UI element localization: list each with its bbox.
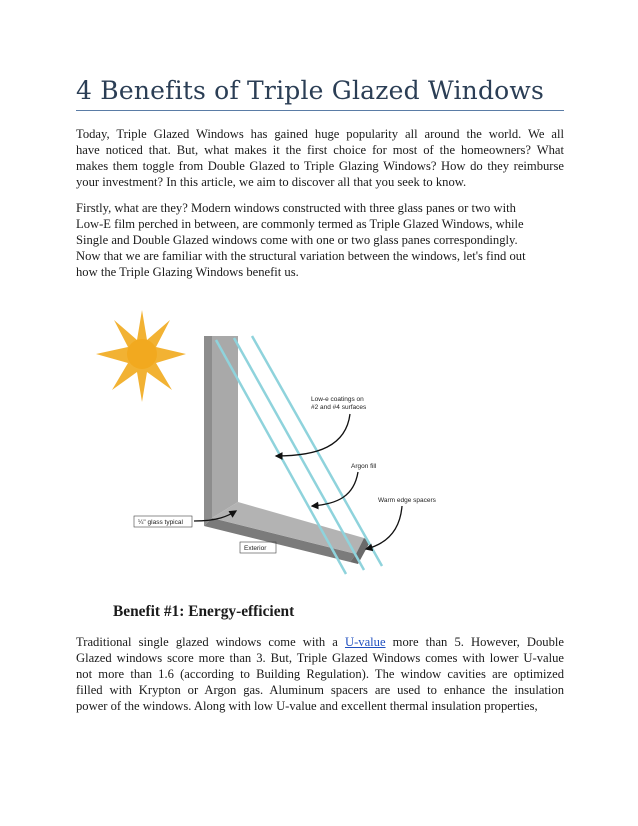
intro-line: Today, Triple Glazed Windows has gained huge popularity all around the world. We all bbox=[76, 127, 564, 141]
benefit-1-text: more than 5. However, Double bbox=[385, 635, 564, 649]
label-low-e-line2: #2 and #4 surfaces bbox=[311, 404, 367, 411]
benefit-1-heading: Benefit #1: Energy-efficient bbox=[113, 603, 295, 620]
benefit-1-line: Glazed windows score more than 3. But, Triple Glazed Windows comes with lower U-value bbox=[76, 651, 564, 665]
intro-line: your investment? In this article, we aim to discover all that you seek to know. bbox=[76, 175, 467, 189]
diagram-svg bbox=[88, 306, 468, 576]
intro-line: have noticed that. But, what makes it the first choice for most of the homeowners? What bbox=[76, 143, 564, 157]
label-spacers: Warm edge spacers bbox=[378, 497, 436, 504]
benefit-1-paragraph bbox=[76, 634, 564, 714]
title-underline bbox=[76, 110, 564, 111]
definition-line: how the Triple Glazing Windows benefit us. bbox=[76, 265, 299, 279]
definition-line: Single and Double Glazed windows come with one or two glass panes correspondingly. bbox=[76, 233, 518, 247]
benefit-1-line: power of the windows. Along with low U-value and excellent thermal insulation properties, bbox=[76, 699, 538, 713]
definition-line: Now that we are familiar with the structural variation between the windows, let's find out bbox=[76, 249, 526, 263]
benefit-1-line: not more than 1.6 (according to Building Regulation). The window cavities are optimized bbox=[76, 667, 564, 681]
label-glass: ¼" glass typical bbox=[138, 519, 183, 526]
label-exterior: Exterior bbox=[244, 545, 267, 552]
u-value-link[interactable]: U-value bbox=[344, 635, 386, 649]
sun-icon bbox=[96, 310, 186, 402]
benefit-1-line bbox=[76, 634, 564, 650]
label-argon: Argon fill bbox=[351, 463, 377, 470]
label-low-e-line1: Low-e coatings on bbox=[311, 396, 364, 403]
triple-glazing-diagram bbox=[88, 306, 468, 576]
benefit-1-text: Traditional single glazed windows come with a bbox=[76, 635, 345, 649]
window-frame bbox=[204, 336, 370, 564]
benefit-1-line: filled with Krypton or Argon gas. Aluminum spacers are used to enhance the insulation bbox=[76, 683, 564, 697]
document-title: 4 Benefits of Triple Glazed Windows bbox=[76, 76, 545, 105]
definition-paragraph bbox=[76, 200, 564, 280]
intro-paragraph bbox=[76, 126, 564, 190]
intro-line: makes them toggle from Double Glazed to Triple Glazing Windows? How do they reimburse bbox=[76, 159, 564, 173]
definition-line: Low-E film perched in between, are commonly termed as Triple Glazed Windows, while bbox=[76, 217, 524, 231]
definition-line: Firstly, what are they? Modern windows constructed with three glass panes or two with bbox=[76, 201, 516, 215]
